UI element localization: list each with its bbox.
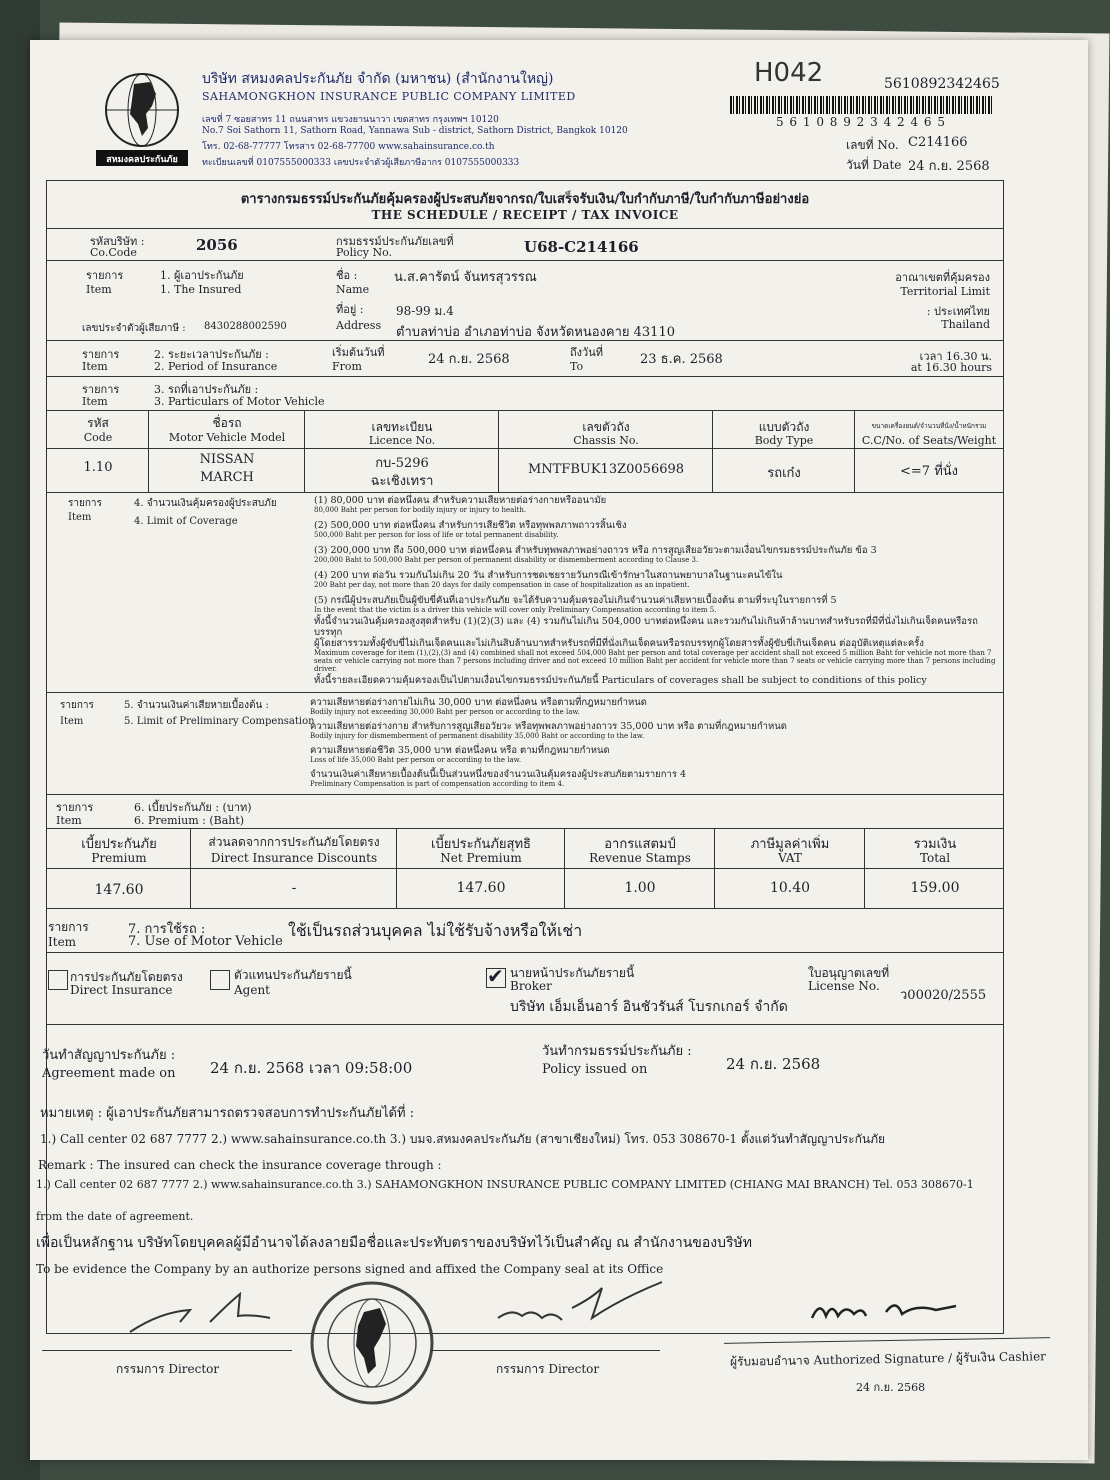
coverage-line: (2) 500,000 บาท ต่อหนึ่งคน สำหรับการเสียชีวิต หรือทุพพลภาพถาวรสิ้นเชิง bbox=[314, 520, 627, 531]
seats: <=7 ที่นั่ง bbox=[900, 464, 958, 479]
check-icon: ✔ bbox=[487, 964, 504, 988]
period-label-en: 2. Period of Insurance bbox=[154, 360, 278, 373]
stamps-header-en: Revenue Stamps bbox=[589, 851, 691, 865]
agent-label-th: ตัวแทนประกันภัยรายนี้ bbox=[234, 968, 352, 982]
discount-value: - bbox=[291, 880, 297, 896]
discount-header-th: ส่วนลดจากการประกันภัยโดยตรง bbox=[208, 835, 380, 849]
licence-number: กบ-5296 bbox=[375, 456, 429, 471]
vehicle-header-chassis-en: Chassis No. bbox=[573, 434, 639, 447]
insured-label-en: 1. The Insured bbox=[160, 283, 242, 296]
premium-label-en: 6. Premium : (Baht) bbox=[134, 814, 245, 827]
agreement-label-en: Agreement made on bbox=[42, 1066, 176, 1081]
vehicle-header-model-th: ชื่อรถ bbox=[212, 416, 242, 430]
broker-name: บริษัท เอ็มเอ็นอาร์ อินชัวรันส์ โบรกเกอร์ จำกัด bbox=[510, 999, 788, 1015]
coverage-line-en: 80,000 Baht per person for bodily injury or injury to health. bbox=[314, 506, 527, 514]
coverage-label-en: 4. Limit of Coverage bbox=[134, 516, 238, 527]
remark-line-en: 1.) Call center 02 687 7777 2.) www.sahainsurance.co.th 3.) SAHAMONGKHON INSURANCE PUBLIC COMPANY LIMITED (CHIANG MAI BRANCH) Tel. 053 308670-1 bbox=[36, 1178, 974, 1191]
coverage-item-th: รายการ bbox=[68, 498, 102, 509]
coverage-list bbox=[314, 495, 1004, 686]
coverage-item-en: Item bbox=[68, 512, 92, 523]
chassis-number: MNTFBUK13Z0056698 bbox=[527, 462, 685, 477]
evidence-th: เพื่อเป็นหลักฐาน บริษัทโดยบุคคลผู้มีอำนาจได้ลงลายมือชื่อและประทับตราของบริษัทไว้เป็นสำคัญ ณ สำนักงานของบริษัท bbox=[36, 1235, 752, 1251]
address-label-th: ที่อยู่ : bbox=[336, 303, 364, 316]
from-label-en: From bbox=[332, 360, 362, 373]
coverage-total-th: ทั้งนี้จำนวนเงินคุ้มครองสูงสุดสำหรับ (1)(2)(3) และ (4) รวมกันไม่เกิน 504,000 บาทต่อหนึ่งคน และรวมกันไม่เกินห้าล้านบาทสำหรับรถที่มีที่นั่งไม่เกินเจ็ดคนหรือรถบรรทุก bbox=[314, 616, 978, 638]
item-label-th: รายการ bbox=[86, 269, 124, 282]
prelim-line-en: Loss of life 35,000 Baht per person or according to the law. bbox=[310, 756, 522, 764]
to-label-en: To bbox=[570, 360, 584, 373]
company-address-en: No.7 Soi Sathorn 11, Sathorn Road, Yannawa Sub - district, Sathorn District, Bangkok 10120 bbox=[202, 126, 628, 136]
co-code-label-en: Co.Code bbox=[90, 246, 137, 259]
prelim-line-en: Preliminary Compensation is part of compensation according to item 4. bbox=[310, 780, 565, 788]
stamps-header-th: อากรแสตมป์ bbox=[604, 837, 676, 852]
direct-insurance-checkbox[interactable] bbox=[48, 970, 68, 990]
remark-line-th: 1.) Call center 02 687 7777 2.) www.sahainsurance.co.th 3.) บมจ.สหมงคลประกันภัย (สาขาเชียงใหม่) โทร. 053 308670-1 ตั้งแต่วันทำสัญญาประกันภัย bbox=[40, 1132, 886, 1146]
direct-insurance-label-en: Direct Insurance bbox=[70, 983, 173, 997]
coverage-label-th: 4. จำนวนเงินคุ้มครองผู้ประสบภัย bbox=[134, 498, 277, 509]
coverage-line-en: 200,000 Baht to 500,000 Baht per person of permanent disability or dismemberment according to Clause 3. bbox=[314, 556, 699, 564]
from-label-th: เริ่มต้นวันที่ bbox=[332, 346, 385, 359]
vehicle-code: 1.10 bbox=[83, 460, 113, 475]
policy-label-en: Policy No. bbox=[336, 246, 393, 259]
title-en: THE SCHEDULE / RECEIPT / TAX INVOICE bbox=[371, 208, 679, 222]
period-label-th: 2. ระยะเวลาประกันภัย : bbox=[154, 348, 269, 361]
address-line-1: 98-99 ม.4 bbox=[396, 304, 454, 318]
premium-value: 147.60 bbox=[94, 882, 144, 898]
vehicle-header-code-th: รหัส bbox=[87, 416, 109, 430]
use-item-en: Item bbox=[48, 935, 77, 949]
vehicle-item-th: รายการ bbox=[82, 383, 120, 396]
stamps-value: 1.00 bbox=[624, 880, 656, 896]
cashier-date: 24 ก.ย. 2568 bbox=[856, 1381, 926, 1394]
director-signature-2 bbox=[492, 1278, 672, 1348]
license-number: ว00020/2555 bbox=[900, 988, 987, 1003]
vehicle-header-chassis-th: เลขตัวถัง bbox=[582, 420, 630, 434]
prelim-line: ความเสียหายต่อร่างกายไม่เกิน 30,000 บาท ต่อหนึ่งคน หรือตามที่กฎหมายกำหนด bbox=[310, 697, 647, 708]
barcode bbox=[730, 96, 992, 114]
company-name-en: SAHAMONGKHON INSURANCE PUBLIC COMPANY LIMITED bbox=[202, 90, 576, 103]
address-label-en: Address bbox=[336, 319, 382, 332]
director-1-label: กรรมการ Director bbox=[116, 1362, 220, 1376]
vehicle-header-code-en: Code bbox=[83, 431, 113, 444]
doc-no-value: C214166 bbox=[908, 135, 968, 150]
coverage-total-en: Maximum coverage for item (1),(2),(3) and (4) combined shall not exceed 504,000 Baht per person and total coverage per accident shall not exceed 5 million Baht for vehicle not more than 7 seats or vehicle carrying not more than 7 persons including driver and not exceed 10 million Baht per accident for vehicle more than 7 seats or vehicle carrying more than 7 persons including driver. bbox=[314, 649, 996, 673]
use-value: ใช้เป็นรถส่วนบุคคล ไม่ใช้รับจ้างหรือให้เช่า bbox=[288, 921, 583, 940]
issued-label-en: Policy issued on bbox=[542, 1062, 648, 1077]
vehicle-make: NISSAN bbox=[199, 452, 255, 467]
name-label-th: ชื่อ : bbox=[336, 269, 358, 282]
premium-item-th: รายการ bbox=[56, 801, 94, 814]
discount-header-en: Direct Insurance Discounts bbox=[210, 851, 378, 865]
net-premium-header-th: เบี้ยประกันภัยสุทธิ bbox=[431, 837, 531, 852]
policy-number: U68-C214166 bbox=[524, 238, 639, 256]
vehicle-model: MARCH bbox=[200, 470, 254, 485]
tax-id-value: 8430288002590 bbox=[204, 321, 287, 332]
doc-date-value: 24 ก.ย. 2568 bbox=[908, 159, 990, 174]
vehicle-header-licence-th: เลขทะเบียน bbox=[371, 420, 433, 434]
licence-province: ฉะเชิงเทรา bbox=[370, 474, 434, 489]
country-th: : ประเทศไทย bbox=[926, 305, 990, 318]
premium-label-th: 6. เบี้ยประกันภัย : (บาท) bbox=[134, 801, 252, 814]
coverage-line: (5) กรณีผู้ประสบภัยเป็นผู้ขับขี่คันที่เอาประกันภัย จะได้รับความคุ้มครองไม่เกินจำนวนค่าเสียหายเบื้องต้น ตามที่ระบุในรายการที่ 5 bbox=[314, 595, 837, 606]
vehicle-header-cc-th: ขนาดเครื่องยนต์/จำนวนที่นั่ง/น้ำหนักรวม bbox=[871, 422, 987, 430]
broker-checkbox[interactable] bbox=[486, 964, 506, 988]
tax-id-label: เลขประจำตัวผู้เสียภาษี : bbox=[82, 323, 186, 334]
prelim-line: ความเสียหายต่อร่างกาย สำหรับการสูญเสียอวัยวะ หรือทุพพลภาพอย่างถาวร 35,000 บาท หรือ ตามที่กฎหมายกำหนด bbox=[310, 721, 787, 732]
prelim-label-en: 5. Limit of Preliminary Compensation bbox=[124, 716, 315, 727]
item-label-en: Item bbox=[86, 283, 112, 296]
company-tax-id: ทะเบียนเลขที่ 0107555000333 เลขประจำตัวผู้เสียภาษีอากร 0107555000333 bbox=[202, 158, 520, 168]
net-premium-value: 147.60 bbox=[456, 880, 506, 896]
coverage-line: (4) 200 บาท ต่อวัน รวมกันไม่เกิน 20 วัน สำหรับการชดเชยรายวันกรณีเข้ารักษาในสถานพยาบาลในฐานะคนไข้ใน bbox=[314, 570, 783, 581]
license-label-th: ใบอนุญาตเลขที่ bbox=[808, 966, 890, 980]
use-label-en: 7. Use of Motor Vehicle bbox=[128, 934, 283, 949]
net-premium-header-en: Net Premium bbox=[440, 851, 522, 865]
vat-value: 10.40 bbox=[769, 880, 811, 896]
address-line-2: ตำบลท่าบ่อ อำเภอท่าบ่อ จังหวัดหนองคาย 43110 bbox=[396, 325, 675, 340]
company-seal bbox=[302, 1278, 442, 1408]
prelim-line: ความเสียหายต่อชีวิต 35,000 บาท ต่อหนึ่งคน หรือ ตามที่กฎหมายกำหนด bbox=[310, 745, 610, 756]
agreement-label-th: วันทำสัญญาประกันภัย : bbox=[42, 1048, 176, 1063]
company-phone: โทร. 02-68-77777 โทรสาร 02-68-77700 www.sahainsurance.co.th bbox=[202, 142, 495, 152]
doc-no-label: เลขที่ No. bbox=[846, 138, 899, 152]
broker-label-th: นายหน้าประกันภัยรายนี้ bbox=[510, 966, 635, 980]
prelim-item-th: รายการ bbox=[60, 700, 94, 711]
prelim-line: จำนวนเงินค่าเสียหายเบื้องต้นนี้เป็นส่วนหนึ่งของจำนวนเงินคุ้มครองผู้ประสบภัยตามรายการ 4 bbox=[310, 769, 686, 780]
remark-head-en: Remark : The insured can check the insurance coverage through : bbox=[38, 1158, 442, 1172]
director-signature-1 bbox=[120, 1292, 280, 1342]
license-label-en: License No. bbox=[808, 979, 880, 993]
co-code-label-th: รหัสบริษัท : bbox=[90, 235, 145, 248]
vat-header-th: ภาษีมูลค่าเพิ่ม bbox=[750, 837, 830, 852]
coverage-total-th-2: ผู้โดยสารรวมทั้งผู้ขับขี่ไม่เกินเจ็ดคนและไม่เกินสิบล้านบาทสำหรับรถที่มีที่นั่งเกินเจ็ดคนหรือรถบรรทุกผู้โดยสารทั้งผู้ขับขี่เกินเจ็ดคน ต่ออุบัติเหตุแต่ละครั้ง bbox=[314, 638, 924, 649]
period-from: 24 ก.ย. 2568 bbox=[428, 352, 510, 367]
use-label-th: 7. การใช้รถ : bbox=[128, 922, 206, 937]
name-label-en: Name bbox=[336, 283, 370, 296]
premium-header-en: Premium bbox=[91, 851, 147, 865]
body-type: รถเก๋ง bbox=[767, 466, 801, 481]
remark-head-th: หมายเหตุ : ผู้เอาประกันภัยสามารถตรวจสอบการทำประกันภัยได้ที่ : bbox=[40, 1106, 415, 1121]
co-code-value: 2056 bbox=[196, 236, 238, 254]
insured-name: น.ส.คารัตน์ จันทรสุวรรณ bbox=[394, 270, 537, 285]
vehicle-header-model-en: Motor Vehicle Model bbox=[168, 431, 286, 444]
period-to: 23 ธ.ค. 2568 bbox=[640, 352, 723, 367]
director-2-label: กรรมการ Director bbox=[496, 1362, 600, 1376]
use-item-th: รายการ bbox=[48, 920, 89, 934]
vehicle-header-cc-en: C.C/No. of Seats/Weight bbox=[861, 434, 997, 447]
period-time-en: at 16.30 hours bbox=[910, 361, 992, 374]
insured-label-th: 1. ผู้เอาประกันภัย bbox=[160, 269, 244, 282]
period-item-th: รายการ bbox=[82, 348, 120, 361]
coverage-line-en: 200 Baht per day, not more than 20 days for daily compensation in case of hospitalization as an inpatient. bbox=[314, 581, 690, 589]
agreement-date: 24 ก.ย. 2568 เวลา 09:58:00 bbox=[210, 1059, 413, 1077]
territory-label-th: อาณาเขตที่คุ้มครอง bbox=[895, 271, 990, 284]
insurance-document bbox=[30, 40, 1088, 1460]
vehicle-header-body-en: Body Type bbox=[754, 434, 814, 447]
barcode-digits: 5 6 1 0 8 9 2 3 4 2 4 6 5 bbox=[775, 115, 947, 129]
premium-header-th: เบี้ยประกันภัย bbox=[81, 837, 157, 852]
prelim-label-th: 5. จำนวนเงินค่าเสียหายเบื้องต้น : bbox=[124, 700, 269, 711]
title-th: ตารางกรมธรรม์ประกันภัยคุ้มครองผู้ประสบภัยจากรถ/ใบเสร็จรับเงิน/ใบกำกับภาษี/ใบกำกับภาษีอย่างย่อ bbox=[240, 192, 810, 207]
barcode-number: 5610892342465 bbox=[884, 76, 1000, 92]
broker-label-en: Broker bbox=[510, 979, 552, 993]
policy-label-th: กรมธรรม์ประกันภัยเลขที่ bbox=[336, 235, 454, 248]
doc-date-label: วันที่ Date bbox=[846, 158, 902, 172]
vehicle-header-licence-en: Licence No. bbox=[368, 434, 436, 447]
to-label-th: ถึงวันที่ bbox=[570, 346, 603, 359]
prelim-item-en: Item bbox=[60, 716, 84, 727]
vehicle-label-th: 3. รถที่เอาประกันภัย : bbox=[154, 383, 259, 396]
vehicle-label-en: 3. Particulars of Motor Vehicle bbox=[154, 395, 325, 408]
direct-insurance-label-th: การประกันภัยโดยตรง bbox=[70, 970, 183, 984]
evidence-en: To be evidence the Company by an authorize persons signed and affixed the Company seal at its Office bbox=[36, 1262, 664, 1276]
premium-item-en: Item bbox=[56, 814, 82, 827]
coverage-line-en: In the event that the victim is a driver this vehicle will cover only Preliminary Compensation according to item 5. bbox=[314, 606, 717, 614]
handwritten-code: H042 bbox=[754, 58, 824, 88]
company-address-th: เลขที่ 7 ซอยสาทร 11 ถนนสาทร แขวงยานนาวา เขตสาทร กรุงเทพฯ 10120 bbox=[202, 115, 499, 125]
vehicle-header-body-th: แบบตัวถัง bbox=[758, 420, 810, 434]
company-name-th: บริษัท สหมงคลประกันภัย จำกัด (มหาชน) (สำนักงานใหญ่) bbox=[202, 71, 554, 87]
prelim-line-en: Bodily injury for dismemberment of permanent disability 35,000 Baht or according to the law. bbox=[310, 732, 645, 740]
agent-label-en: Agent bbox=[234, 983, 270, 997]
vehicle-item-en: Item bbox=[82, 395, 108, 408]
issued-date: 24 ก.ย. 2568 bbox=[726, 1055, 821, 1073]
coverage-line: (3) 200,000 บาท ถึง 500,000 บาท ต่อหนึ่งคน สำหรับทุพพลภาพอย่างถาวร หรือ การสูญเสียอวัยวะตามเงื่อนไขกรมธรรม์ประกันภัย ข้อ 3 bbox=[314, 545, 877, 556]
coverage-line-en: 500,000 Baht per person for loss of life or total permanent disability. bbox=[314, 531, 559, 539]
authorized-label: ผู้รับมอบอำนาจ Authorized Signature / ผู้รับเงิน Cashier bbox=[729, 1349, 1046, 1369]
authorized-signature bbox=[806, 1292, 966, 1332]
issued-label-th: วันทำกรมธรรม์ประกันภัย : bbox=[542, 1044, 692, 1059]
coverage-line: (1) 80,000 บาท ต่อหนึ่งคน สำหรับความเสียหายต่อร่างกายหรืออนามัย bbox=[314, 495, 607, 506]
period-item-en: Item bbox=[82, 360, 108, 373]
prelim-list bbox=[310, 697, 1000, 788]
total-header-en: Total bbox=[919, 851, 951, 865]
territory-label-en: Territorial Limit bbox=[900, 285, 990, 298]
remark-tail-en: from the date of agreement. bbox=[36, 1210, 194, 1223]
total-value: 159.00 bbox=[910, 880, 960, 896]
period-time-th: เวลา 16.30 น. bbox=[919, 350, 992, 363]
agent-checkbox[interactable] bbox=[210, 970, 230, 990]
prelim-line-en: Bodily injury not exceeding 30,000 Baht per person or according to the law. bbox=[310, 708, 580, 716]
total-header-th: รวมเงิน bbox=[913, 837, 957, 852]
vat-header-en: VAT bbox=[778, 851, 802, 865]
logo-text: สหมงคลประกันภัย bbox=[106, 155, 178, 165]
country-en: Thailand bbox=[941, 318, 990, 331]
coverage-footer: ทั้งนี้รายละเอียดความคุ้มครองเป็นไปตามเงื่อนไขกรมธรรม์ประกันภัยนี้ Particulars of coverages shall be subject to conditions of this policy bbox=[314, 675, 927, 686]
